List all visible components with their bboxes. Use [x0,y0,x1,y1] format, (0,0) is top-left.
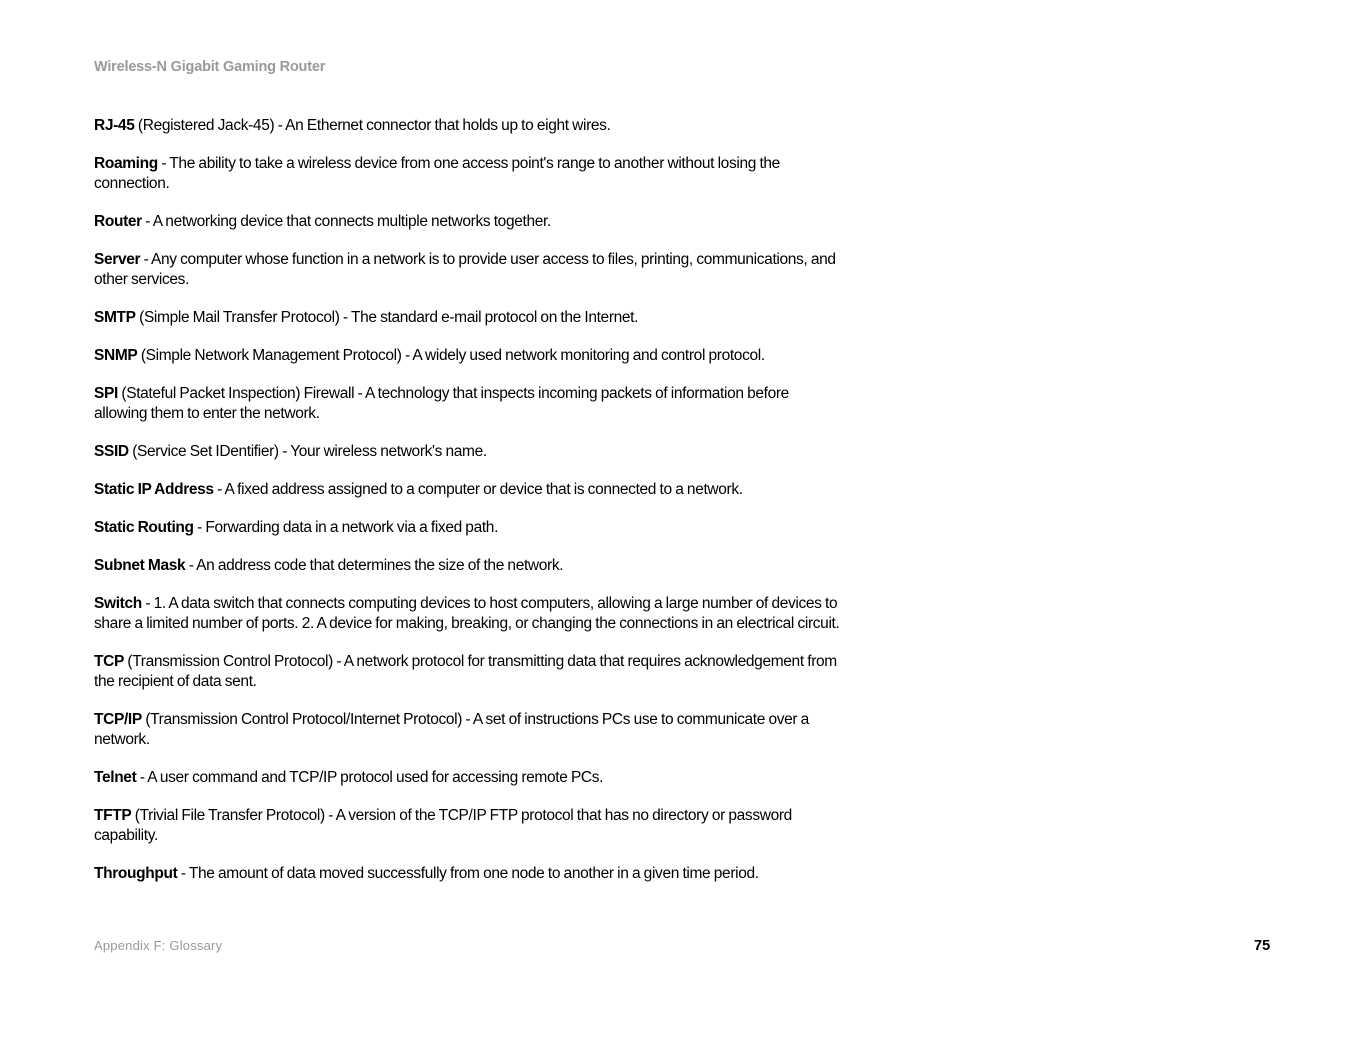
glossary-term: SMTP [94,308,136,326]
glossary-entry [94,250,844,290]
glossary-term: Switch [94,594,142,612]
glossary-definition: - 1. A data switch that connects computing devices to host computers, allowing a large number of devices to share a limited number of ports. 2. A device for making, breaking, or changing the connections in an electrical circuit. [94,594,840,632]
glossary-entry [94,346,844,366]
glossary-definition: (Simple Network Management Protocol) - A widely used network monitoring and control protocol. [137,346,765,364]
glossary-entry [94,480,844,500]
glossary-term: SPI [94,384,118,402]
glossary-term: TCP/IP [94,710,142,728]
glossary-entry [94,116,844,136]
glossary-definition: (Stateful Packet Inspection) Firewall - A technology that inspects incoming packets of information before allowing them to enter the network. [94,384,789,422]
glossary-definition: (Service Set IDentifier) - Your wireless network's name. [128,442,487,460]
glossary-term: TFTP [94,806,132,824]
glossary-entry [94,652,844,692]
glossary-term: SSID [94,442,129,460]
glossary-term: Static Routing [94,518,194,536]
glossary-definition: (Transmission Control Protocol/Internet Protocol) - A set of instructions PCs use to communicate over a network. [94,710,809,748]
glossary-entry [94,212,844,232]
glossary-term: Roaming [94,154,158,172]
glossary-entry [94,384,844,424]
glossary-entry [94,154,844,194]
glossary-definition: - Any computer whose function in a network is to provide user access to files, printing, communications, and other services. [94,250,836,288]
footer-section-label: Appendix F: Glossary [94,938,223,953]
glossary-term: TCP [94,652,124,670]
glossary-entry [94,442,844,462]
glossary-entry [94,768,844,788]
page-header-title: Wireless-N Gigabit Gaming Router [94,59,326,75]
glossary-entry [94,308,844,328]
glossary-definition: - An address code that determines the size of the network. [185,556,564,574]
glossary-term: Router [94,212,142,230]
glossary-definition: - Forwarding data in a network via a fixed path. [193,518,499,536]
glossary-definition: (Registered Jack-45) - An Ethernet connector that holds up to eight wires. [134,116,611,134]
glossary-term: RJ-45 [94,116,135,134]
glossary-entry [94,594,844,634]
glossary-term: Server [94,250,141,268]
glossary-entry [94,710,844,750]
glossary-definition: - The ability to take a wireless device from one access point's range to another without losing the connection. [94,154,780,192]
glossary-entry [94,556,844,576]
glossary-definition: - A fixed address assigned to a computer or device that is connected to a network. [213,480,743,498]
glossary-definition: - A networking device that connects multiple networks together. [141,212,551,230]
glossary-term: SNMP [94,346,138,364]
page-number: 75 [1254,938,1271,954]
glossary-term: Throughput [94,864,178,882]
glossary-entry [94,806,844,846]
glossary-term: Static IP Address [94,480,214,498]
glossary-definition: (Simple Mail Transfer Protocol) - The standard e-mail protocol on the Internet. [135,308,639,326]
glossary-term: Subnet Mask [94,556,186,574]
glossary-definition: - A user command and TCP/IP protocol used for accessing remote PCs. [136,768,604,786]
glossary-list [94,100,844,902]
glossary-definition: - The amount of data moved successfully from one node to another in a given time period. [177,864,759,882]
glossary-definition: (Trivial File Transfer Protocol) - A version of the TCP/IP FTP protocol that has no directory or password capability. [94,806,792,844]
glossary-definition: (Transmission Control Protocol) - A network protocol for transmitting data that requires acknowledgement from the recipient of data sent. [94,652,837,690]
glossary-entry [94,518,844,538]
glossary-term: Telnet [94,768,137,786]
glossary-entry [94,864,844,884]
